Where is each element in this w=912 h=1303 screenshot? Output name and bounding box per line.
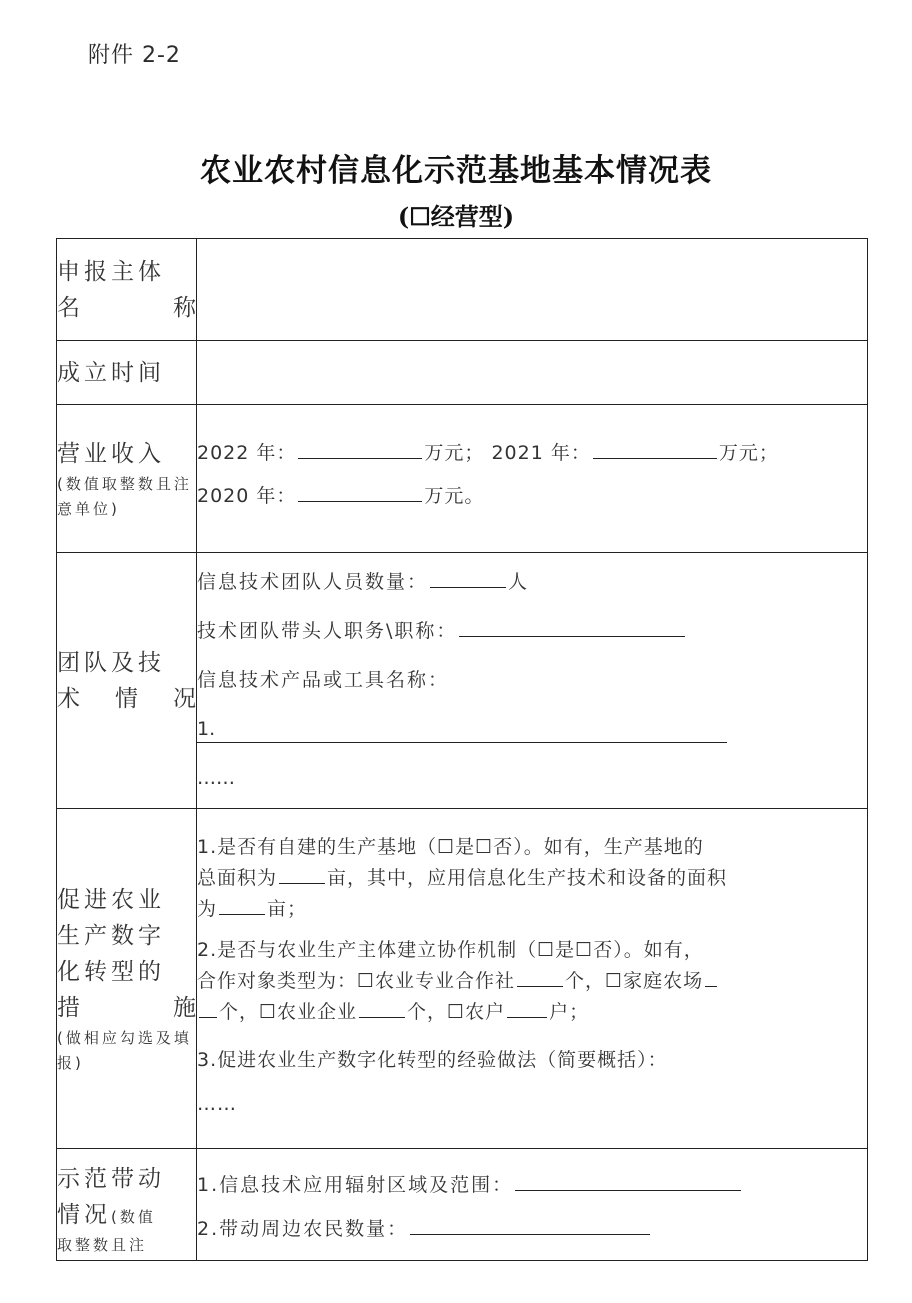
enterprise-count-blank[interactable]	[359, 1016, 405, 1018]
leader-title-blank[interactable]	[459, 635, 685, 637]
row-applicant	[57, 239, 868, 341]
row-revenue	[57, 405, 868, 553]
info-table	[56, 238, 868, 1261]
team-field: 信息技术团队人员数量： 人 技术团队带头人职务\职称： 信息技术产品或工具名称： 1. ……	[197, 553, 868, 809]
digital-area-blank[interactable]	[219, 913, 265, 915]
measures-field: 1.是否有自建的生产基地（☐是☐否）。如有，生产基地的 总面积为 亩，其中，应用信息化生产技术和设备的面积 为 亩； 2.是否与农业生产主体建立协作机制（☐是☐否）。如有， 合作对象类型为：☐农业专业合作社 个，☐家庭农场 个，☐农业企业 个，☐农户 户； 3.促进农业生产数字化转型的经验做法（简要概括）： ……	[197, 809, 868, 1149]
revenue-2021-blank[interactable]	[593, 457, 717, 459]
form-subtitle: (☐经营型)	[397, 202, 515, 231]
farmer-count-blank[interactable]	[410, 1233, 650, 1235]
staff-count-blank[interactable]	[430, 586, 506, 588]
measures-note: (做相应勾选及填报)	[57, 1028, 192, 1072]
base-area-blank[interactable]	[279, 882, 325, 884]
row-established	[57, 341, 868, 405]
label-measures: 促进农业 生产数字 化转型的 措 施 (做相应勾选及填报)	[57, 809, 197, 1149]
farm-count-blank-b[interactable]	[199, 1016, 217, 1018]
label-applicant: 申报主体 名 称	[57, 239, 197, 341]
revenue-note: (数值取整数且注意单位)	[57, 474, 192, 518]
row-demo	[57, 1149, 868, 1261]
radiation-range-blank[interactable]	[515, 1189, 741, 1191]
established-date-field[interactable]	[197, 341, 868, 405]
label-established: 成立时间	[57, 341, 197, 405]
revenue-2022-blank[interactable]	[298, 457, 422, 459]
revenue-field: 2022 年： 万元； 2021 年： 万元； 2020 年： 万元。	[197, 405, 868, 553]
product-1-blank[interactable]: 1.	[197, 716, 727, 743]
annex-number: 附件 2-2	[88, 43, 181, 68]
farm-count-blank-a[interactable]	[705, 985, 717, 987]
row-team	[57, 553, 868, 809]
label-demo: 示范带动 情况(数值 取整数且注	[57, 1149, 197, 1261]
applicant-name-field[interactable]	[197, 239, 868, 341]
row-measures	[57, 809, 868, 1149]
revenue-2020-blank[interactable]	[298, 500, 422, 502]
coop-count-blank[interactable]	[517, 985, 563, 987]
demo-field: 1.信息技术应用辐射区域及范围： 2.带动周边农民数量：	[197, 1149, 868, 1261]
form-title: 农业农村信息化示范基地基本情况表	[200, 153, 712, 189]
label-revenue: 营业收入 (数值取整数且注意单位)	[57, 405, 197, 553]
household-count-blank[interactable]	[507, 1016, 547, 1018]
label-team: 团队及技 术 情 况	[57, 553, 197, 809]
